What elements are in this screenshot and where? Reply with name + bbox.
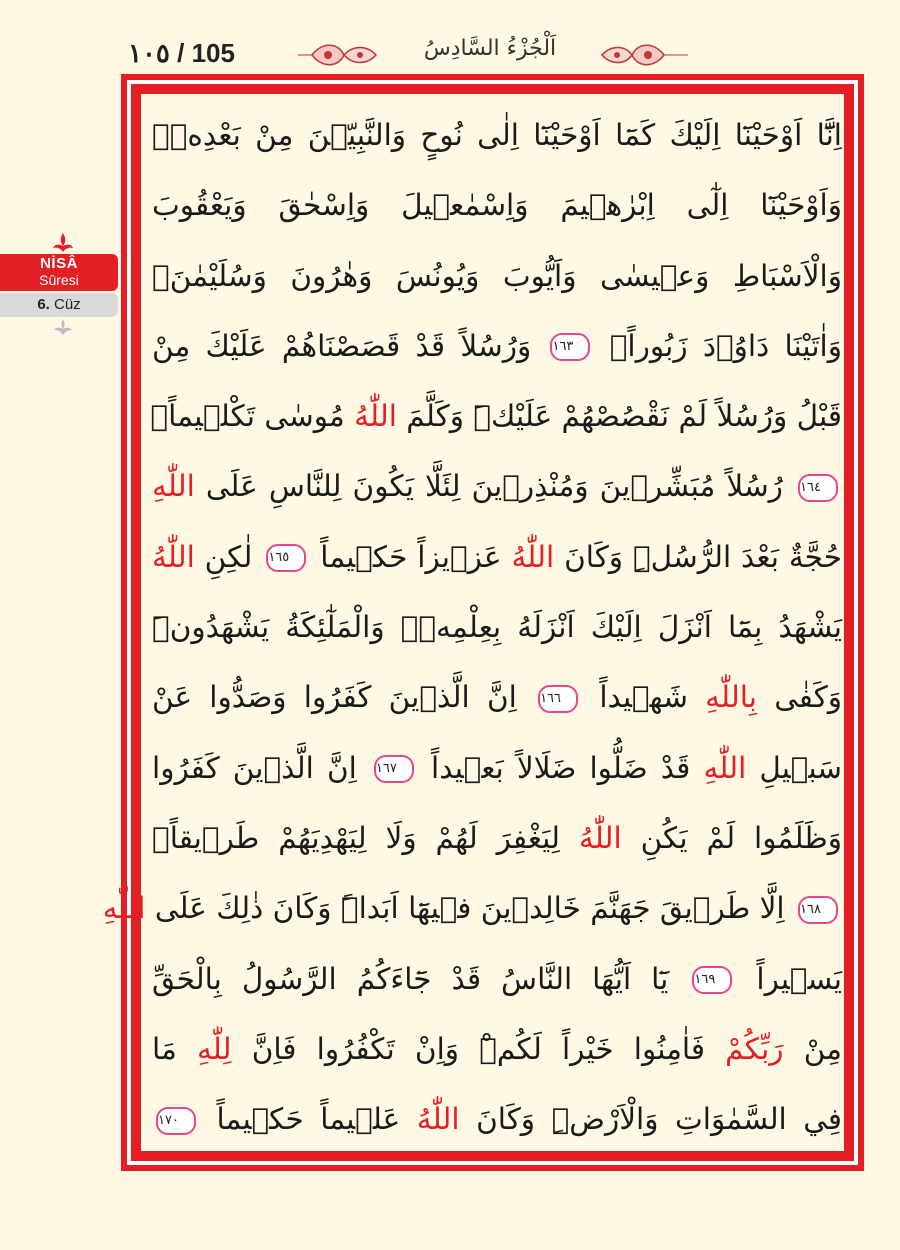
verse-text: وَرُسُلاً قَدْ قَصَصْنَاهُمْ عَلَيْكَ مِنْ	[152, 328, 532, 363]
ayah-number-marker: ١٦٤	[798, 474, 838, 502]
verse-text: شَه۪يداً	[599, 680, 688, 715]
highlighted-word: اللّٰهُ	[578, 820, 622, 855]
highlighted-word: رَبِّكُمْ	[725, 1031, 784, 1066]
ornament-left-icon	[298, 40, 378, 70]
highlighted-word: اللّٰهُ	[511, 539, 555, 574]
page-number: ١٠٥ / 105	[128, 38, 235, 68]
verse-text: وَاٰتَيْنَا دَاوُ۫دَ زَبُوراًۚ	[609, 328, 842, 363]
verse-text: لِيَغْفِرَ لَهُمْ وَلَا لِيَهْدِيَهُمْ طَر۪يقاًۙ	[152, 820, 560, 855]
juz-title: اَلْجُزْءُ السَّادِسُ	[423, 36, 557, 61]
highlighted-word: اللّٰهُ	[354, 399, 397, 434]
ayah-number-marker: ١٦٥	[266, 544, 306, 572]
verse-text: حُجَّةٌ بَعْدَ الرُّسُلِۜ وَكَانَ	[554, 539, 842, 574]
highlighted-word: اللّٰهُ	[152, 539, 195, 574]
sura-label: Sûresi	[39, 272, 79, 288]
verse-text: لٰكِنِ	[194, 539, 253, 574]
juz-label: Cüz	[54, 296, 81, 313]
sura-side-tab	[0, 232, 118, 337]
verse-text: وَكَفٰى	[756, 680, 842, 715]
text-line	[152, 100, 842, 170]
verse-text: سَب۪يلِ	[746, 750, 842, 785]
highlighted-word: اللّٰهِ	[152, 469, 195, 504]
ayah-number-marker: ١٧٠	[156, 1107, 196, 1135]
text-line	[152, 311, 842, 381]
verse-text: اِنَّ الَّذ۪ينَ كَفَرُوا وَصَدُّوا عَنْ	[152, 680, 517, 715]
ayah-number-marker: ١٦٦	[538, 685, 578, 713]
highlighted-word: لِلّٰهِ	[196, 1031, 232, 1066]
text-line	[152, 1014, 842, 1084]
text-line	[152, 241, 842, 311]
verse-text: وَالْاَسْبَاطِ وَع۪يسٰى وَاَيُّوبَ وَيُونُسَ وَهٰرُونَ وَسُلَيْمٰنَۚ	[152, 258, 842, 293]
text-line	[152, 381, 842, 451]
text-line	[152, 170, 842, 240]
verse-text: مُوسٰى تَكْل۪يماًۚ	[150, 399, 345, 434]
text-line	[152, 662, 842, 732]
verse-text: وَاَوْحَيْنَٓا اِلٰٓى اِبْرٰه۪يمَ وَاِسْمٰع۪يلَ وَاِسْحٰقَ وَيَعْقُوبَ	[152, 188, 842, 223]
verse-text: يَس۪يراً	[756, 961, 842, 996]
text-line	[152, 944, 842, 1014]
verse-text: قَدْ ضَلُّوا ضَلَالاً بَع۪يداً	[431, 750, 691, 785]
verse-text: رُسُلاً مُبَشِّر۪ينَ وَمُنْذِر۪ينَ لِئَلَّا يَكُونَ لِلنَّاسِ عَلَى	[194, 469, 783, 504]
verse-text: اِلَّا طَر۪يقَ جَهَنَّمَ خَالِد۪ينَ ف۪يهَٓا اَبَداًۜ وَكَانَ ذٰلِكَ عَلَى	[145, 891, 785, 926]
verse-text: مَا	[152, 1031, 177, 1066]
text-line	[152, 1084, 842, 1154]
text-line	[152, 522, 842, 592]
juz-box	[0, 293, 118, 317]
highlighted-word: اللّٰهِ	[102, 891, 146, 926]
text-line	[102, 873, 842, 943]
sura-name-box	[0, 254, 118, 291]
verse-text: اِنَّ الَّذ۪ينَ كَفَرُوا	[152, 750, 357, 785]
text-line	[152, 592, 842, 662]
verse-text: مِنْ	[783, 1031, 842, 1066]
text-line	[152, 733, 842, 803]
verse-text: وَظَلَمُوا لَمْ يَكُنِ	[621, 820, 842, 855]
ayah-number-marker: ١٦٨	[798, 896, 838, 924]
ayah-number-marker: ١٦٣	[550, 333, 590, 361]
highlighted-word: بِاللّٰهِ	[705, 680, 757, 715]
ornament-right-icon	[600, 40, 690, 70]
highlighted-word: اللّٰهُ	[416, 1102, 460, 1137]
text-line	[152, 451, 842, 521]
juz-number: 6.	[37, 296, 50, 313]
sura-name: NİSÂ	[40, 255, 78, 272]
verse-text: يَشْهَدُ بِمَٓا اَنْزَلَ اِلَيْكَ اَنْزَلَهُ بِعِلْمِه۪ۚ وَالْمَلٰٓئِكَةُ يَشْهَدُونَۜ	[152, 610, 842, 645]
fleur-ornament-icon	[52, 232, 74, 254]
verse-text: قَبْلُ وَرُسُلاً لَمْ نَقْصُصْهُمْ عَلَيْكَۜ وَكَلَّمَ	[396, 399, 842, 434]
verse-text: فِي السَّمٰوَاتِ وَالْاَرْضِۜ وَكَانَ	[459, 1102, 842, 1137]
verse-text: عَز۪يزاً حَك۪يماً	[320, 539, 502, 574]
fleur-ornament-small-icon	[52, 317, 74, 337]
verse-text: فَاٰمِنُوا خَيْراً لَكُمْۜ وَاِنْ تَكْفُرُوا فَاِنَّ	[231, 1031, 705, 1066]
ayah-number-marker: ١٦٧	[374, 755, 414, 783]
verse-text: اِنَّٓا اَوْحَيْنَٓا اِلَيْكَ كَمَٓا اَوْحَيْنَٓا اِلٰى نُوحٍ وَالنَّبِيّ۪نَ مِنْ بَعْدِه۪ۚ	[152, 118, 842, 152]
verse-text: يَٓا اَيُّهَا النَّاسُ قَدْ جَٓاءَكُمُ الرَّسُولُ بِالْحَقِّ	[152, 961, 669, 996]
text-line	[152, 803, 842, 873]
verse-text: عَل۪يماً حَك۪يماً	[216, 1102, 401, 1137]
ayah-number-marker: ١٦٩	[692, 966, 732, 994]
quran-text	[102, 100, 868, 1154]
highlighted-word: اللّٰهِ	[703, 750, 747, 785]
